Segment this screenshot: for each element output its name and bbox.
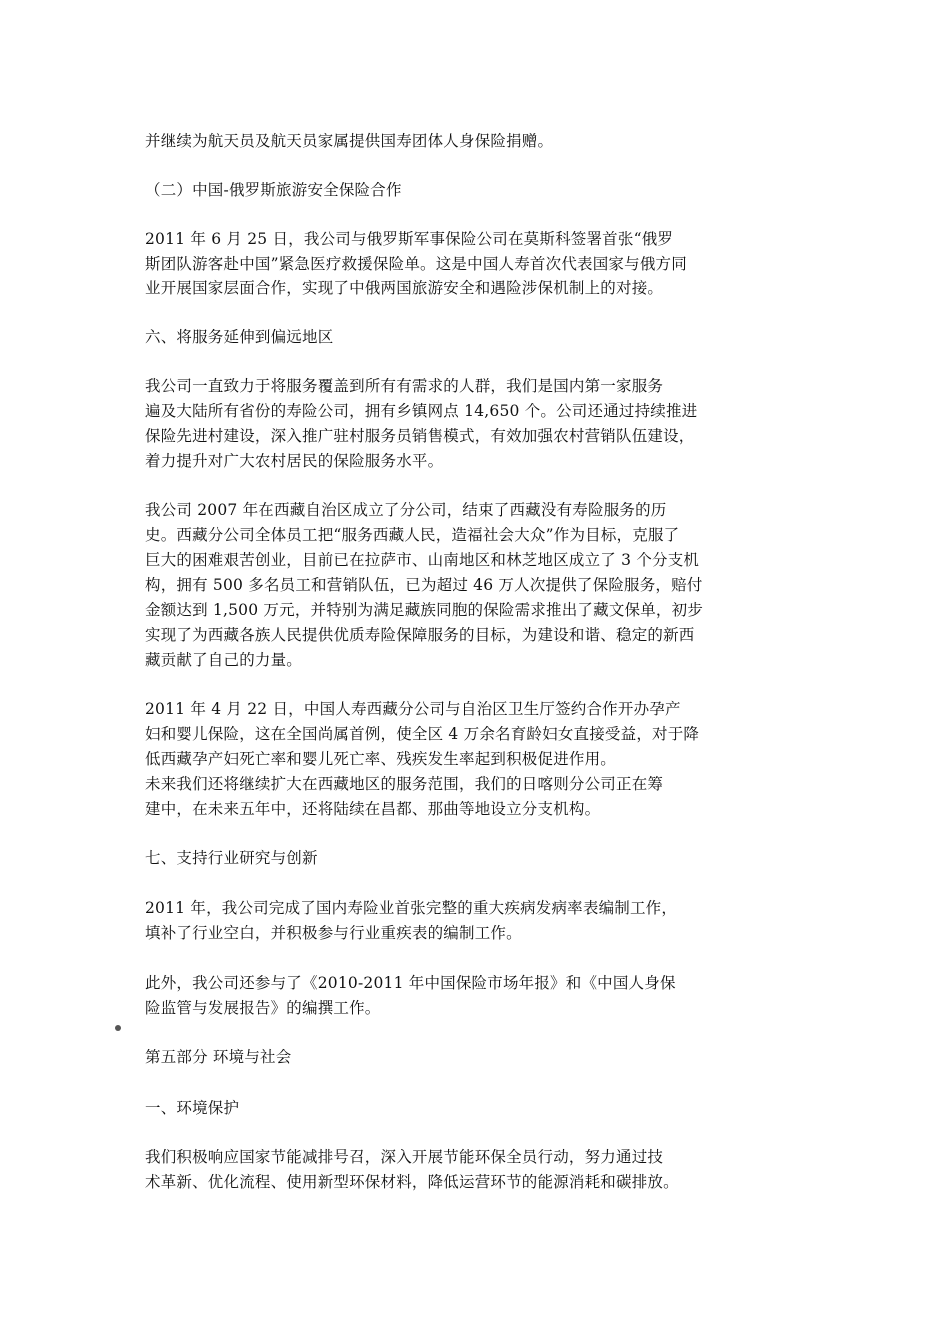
paragraph-line: 遍及大陆所有省份的寿险公司，拥有乡镇网点 14,650 个。公司还通过持续推进 [145, 402, 698, 420]
paragraph-line: 建中，在未来五年中，还将陆续在昌都、那曲等地设立分支机构。 [145, 800, 601, 818]
paragraph-line: 史。西藏分公司全体员工把“服务西藏人民，造福社会大众”作为目标，克服了 [145, 526, 680, 544]
paragraph-line: 构，拥有 500 多名员工和营销队伍，已为超过 46 万人次提供了保险服务，赔付 [145, 576, 703, 594]
section-heading: 一、环境保护 [145, 1099, 240, 1117]
paragraph-line: 斯团队游客赴中国”紧急医疗救援保险单。这是中国人寿首次代表国家与俄方同 [145, 255, 687, 273]
subsection-heading: （二）中国-俄罗斯旅游安全保险合作 [145, 181, 402, 199]
paragraph-line: 2011 年 4 月 22 日，中国人寿西藏分公司与自治区卫生厅签约合作开办孕产 [145, 700, 681, 718]
section-heading: 六、将服务延伸到偏远地区 [145, 328, 334, 346]
paragraph-line: 我们积极响应国家节能减排号召，深入开展节能环保全员行动，努力通过技 [145, 1148, 664, 1166]
paragraph-line: 妇和婴儿保险，这在全国尚属首例，使全区 4 万余名育龄妇女直接受益，对于降 [145, 725, 700, 743]
paragraph-line: 此外，我公司还参与了《2010-2011 年中国保险市场年报》和《中国人身保 [145, 974, 676, 992]
paragraph-line: 保险先进村建设，深入推广驻村服务员销售模式，有效加强农村营销队伍建设， [145, 427, 695, 445]
paragraph-line: 业开展国家层面合作，实现了中俄两国旅游安全和遇险涉保机制上的对接。 [145, 279, 664, 297]
paragraph-line: 我公司一直致力于将服务覆盖到所有有需求的人群，我们是国内第一家服务 [145, 377, 664, 395]
paragraph-line: 险监管与发展报告》的编撰工作。 [145, 999, 381, 1017]
paragraph-line: 我公司 2007 年在西藏自治区成立了分公司，结束了西藏没有寿险服务的历 [145, 501, 667, 519]
paragraph-line: 2011 年 6 月 25 日，我公司与俄罗斯军事保险公司在莫斯科签署首张“俄罗 [145, 230, 674, 248]
paragraph-line: 实现了为西藏各族人民提供优质寿险保障服务的目标，为建设和谐、稳定的新西 [145, 626, 695, 644]
paragraph-line: 填补了行业空白，并积极参与行业重疾表的编制工作。 [145, 924, 522, 942]
paragraph-line: 术革新、优化流程、使用新型环保材料，降低运营环节的能源消耗和碳排放。 [145, 1173, 679, 1191]
paragraph-line: 藏贡献了自己的力量。 [145, 651, 303, 669]
paragraph-line: 未来我们还将继续扩大在西藏地区的服务范围，我们的日喀则分公司正在筹 [145, 775, 664, 793]
paragraph-line: 低西藏孕产妇死亡率和婴儿死亡率、残疾发生率起到积极促进作用。 [145, 750, 617, 768]
paragraph-line: 巨大的困难艰苦创业，目前已在拉萨市、山南地区和林芝地区成立了 3 个分支机 [145, 551, 700, 569]
part-heading: 第五部分 环境与社会 [145, 1048, 292, 1066]
paragraph-line: 2011 年，我公司完成了国内寿险业首张完整的重大疾病发病率表编制工作， [145, 899, 678, 917]
bullet-dot [115, 1025, 121, 1031]
paragraph-line: 并继续为航天员及航天员家属提供国寿团体人身保险捐赠。 [145, 132, 554, 150]
paragraph-line: 着力提升对广大农村居民的保险服务水平。 [145, 452, 444, 470]
paragraph-line: 金额达到 1,500 万元，并特别为满足藏族同胞的保险需求推出了藏文保单，初步 [145, 601, 704, 619]
section-heading: 七、支持行业研究与创新 [145, 849, 318, 867]
